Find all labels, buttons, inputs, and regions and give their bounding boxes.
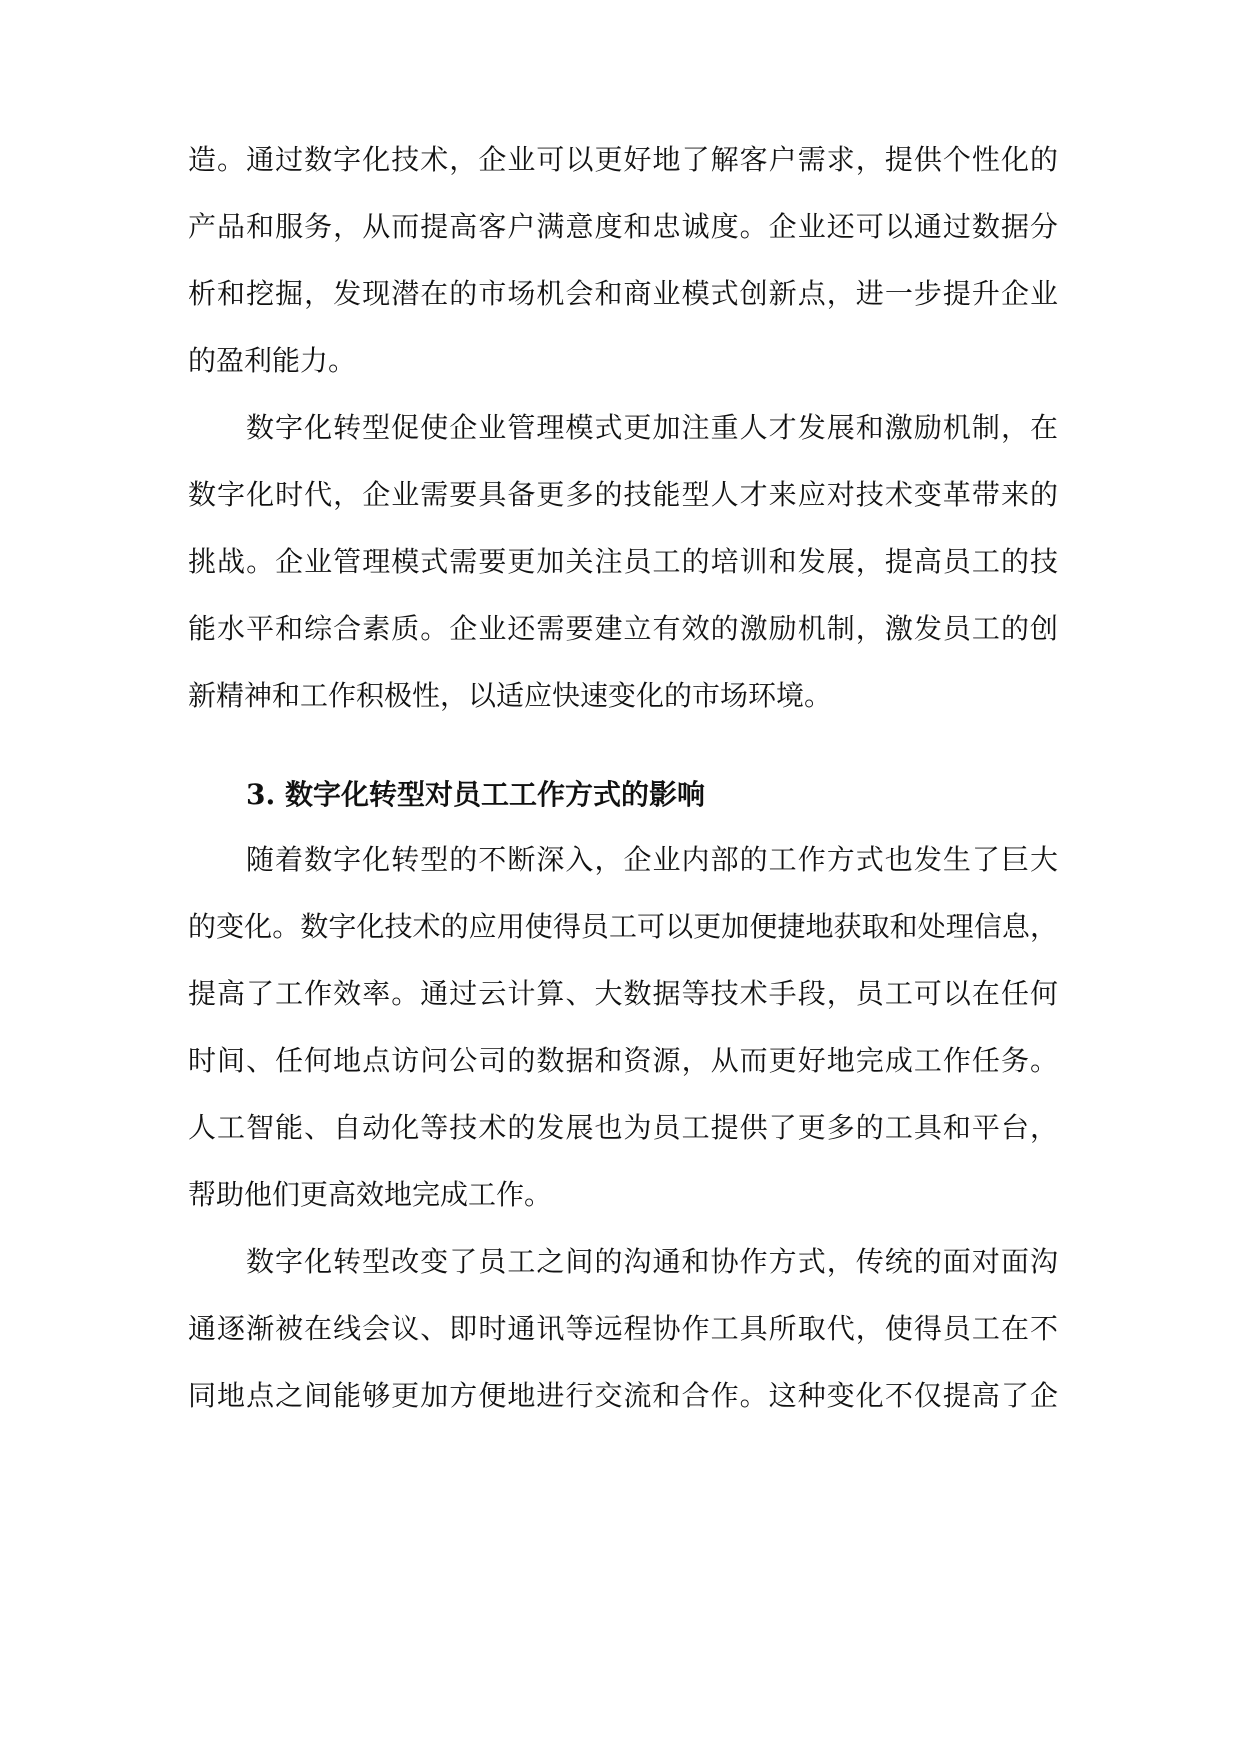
paragraph-line: 造。通过数字化技术，企业可以更好地了解客户需求，提供个性化的 bbox=[188, 143, 1058, 176]
paragraph-line: 的变化。数字化技术的应用使得员工可以更加便捷地获取和处理信息， bbox=[188, 910, 1058, 943]
paragraph-line: 析和挖掘，发现潜在的市场机会和商业模式创新点，进一步提升企业 bbox=[188, 277, 1058, 310]
paragraph-line: 数字化时代，企业需要具备更多的技能型人才来应对技术变革带来的 bbox=[188, 478, 1058, 511]
paragraph-line: 随着数字化转型的不断深入，企业内部的工作方式也发生了巨大 bbox=[246, 843, 1058, 876]
paragraph-line: 时间、任何地点访问公司的数据和资源，从而更好地完成工作任务。 bbox=[188, 1044, 1058, 1077]
paragraph-line: 通逐渐被在线会议、即时通讯等远程协作工具所取代，使得员工在不 bbox=[188, 1312, 1058, 1345]
paragraph-line: 数字化转型促使企业管理模式更加注重人才发展和激励机制，在 bbox=[246, 411, 1058, 444]
paragraph-line: 新精神和工作积极性，以适应快速变化的市场环境。 bbox=[188, 679, 833, 712]
paragraph-line: 产品和服务，从而提高客户满意度和忠诚度。企业还可以通过数据分 bbox=[188, 210, 1058, 243]
paragraph-line: 的盈利能力。 bbox=[188, 344, 357, 377]
paragraph-line: 能水平和综合素质。企业还需要建立有效的激励机制，激发员工的创 bbox=[188, 612, 1058, 645]
paragraph-line: 人工智能、自动化等技术的发展也为员工提供了更多的工具和平台， bbox=[188, 1111, 1058, 1144]
paragraph-line: 数字化转型改变了员工之间的沟通和协作方式，传统的面对面沟 bbox=[246, 1245, 1058, 1278]
paragraph-line: 帮助他们更高效地完成工作。 bbox=[188, 1178, 553, 1211]
paragraph-line: 挑战。企业管理模式需要更加关注员工的培训和发展，提高员工的技 bbox=[188, 545, 1058, 578]
section-heading: 3. 数字化转型对员工工作方式的影响 bbox=[246, 778, 705, 811]
paragraph-line: 同地点之间能够更加方便地进行交流和合作。这种变化不仅提高了企 bbox=[188, 1379, 1058, 1412]
paragraph-line: 提高了工作效率。通过云计算、大数据等技术手段，员工可以在任何 bbox=[188, 977, 1058, 1010]
